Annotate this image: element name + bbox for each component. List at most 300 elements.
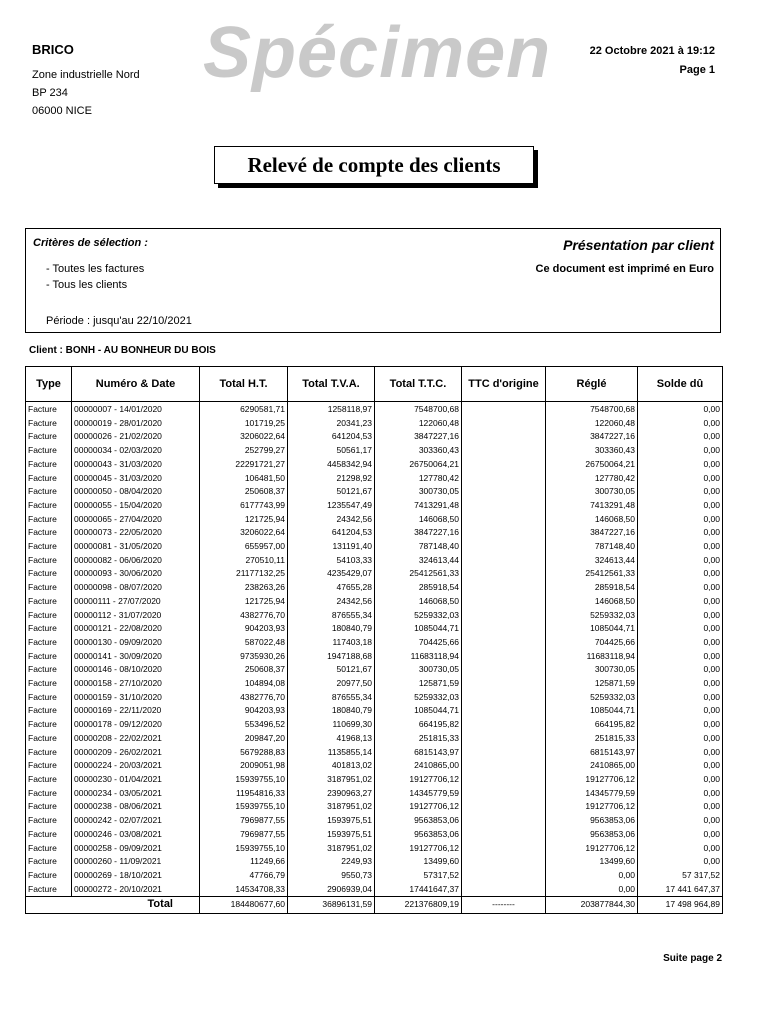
total-regle: 203877844,30 [546,897,638,914]
cell-number-date: 00000158 - 27/10/2020 [72,677,200,691]
column-header: Solde dû [638,367,723,402]
cell-total-tva: 1135855,14 [288,746,375,760]
table-row [26,704,723,718]
cell-ttc-origine [462,417,546,431]
print-date: 22 Octobre 2021 à 19:12 [589,45,715,57]
cell-solde: 0,00 [638,458,723,472]
cell-ttc-origine [462,581,546,595]
cell-total-ht: 121725,94 [200,595,288,609]
cell-total-ht: 904203,93 [200,704,288,718]
cell-type: Facture [26,855,72,869]
column-header: TTC d'origine [462,367,546,402]
cell-total-ht: 47766,79 [200,869,288,883]
cell-total-ht: 4382776,70 [200,691,288,705]
cell-total-ht: 4382776,70 [200,609,288,623]
cell-solde: 0,00 [638,718,723,732]
cell-number-date: 00000034 - 02/03/2020 [72,444,200,458]
cell-type: Facture [26,718,72,732]
cell-ttc-origine [462,855,546,869]
cell-regle: 146068,50 [546,595,638,609]
total-ht: 184480677,60 [200,897,288,914]
cell-total-ttc: 19127706,12 [375,842,462,856]
cell-solde: 0,00 [638,417,723,431]
column-header: Total T.T.C. [375,367,462,402]
cell-type: Facture [26,814,72,828]
cell-ttc-origine [462,842,546,856]
cell-total-ttc: 324613,44 [375,554,462,568]
cell-regle: 19127706,12 [546,842,638,856]
cell-ttc-origine [462,595,546,609]
cell-solde: 0,00 [638,855,723,869]
cell-solde: 0,00 [638,663,723,677]
cell-type: Facture [26,663,72,677]
cell-solde: 17 441 647,37 [638,883,723,897]
cell-total-ttc: 1085044,71 [375,622,462,636]
period: Période : jusqu'au 22/10/2021 [46,315,192,327]
cell-ttc-origine [462,499,546,513]
cell-number-date: 00000238 - 08/06/2021 [72,800,200,814]
cell-ttc-origine [462,458,546,472]
cell-total-ttc: 122060,48 [375,417,462,431]
cell-total-ht: 7969877,55 [200,814,288,828]
cell-type: Facture [26,800,72,814]
cell-type: Facture [26,828,72,842]
cell-total-ttc: 11683118,94 [375,650,462,664]
cell-ttc-origine [462,554,546,568]
address-line: Zone industrielle Nord [32,69,140,81]
cell-total-ht: 3206022,64 [200,430,288,444]
table-header-row [26,367,723,402]
cell-total-ttc: 5259332,03 [375,691,462,705]
cell-type: Facture [26,622,72,636]
table-row [26,622,723,636]
cell-ttc-origine [462,746,546,760]
cell-total-tva: 4235429,07 [288,567,375,581]
cell-total-ht: 106481,50 [200,472,288,486]
cell-total-ttc: 9563853,06 [375,828,462,842]
cell-total-tva: 21298,92 [288,472,375,486]
cell-total-tva: 24342,56 [288,513,375,527]
cell-total-tva: 3187951,02 [288,773,375,787]
cell-total-tva: 9550,73 [288,869,375,883]
cell-number-date: 00000209 - 26/02/2021 [72,746,200,760]
cell-regle: 7413291,48 [546,499,638,513]
cell-regle: 26750064,21 [546,458,638,472]
continuation-note: Suite page 2 [663,953,722,964]
cell-regle: 251815,33 [546,732,638,746]
cell-ttc-origine [462,787,546,801]
cell-ttc-origine [462,773,546,787]
company-name: BRICO [32,42,74,57]
table-row [26,718,723,732]
cell-total-ht: 252799,27 [200,444,288,458]
criteria-label: Critères de sélection : [33,237,148,249]
table-row [26,663,723,677]
cell-solde: 0,00 [638,526,723,540]
cell-total-ttc: 7413291,48 [375,499,462,513]
criteria-option: - Tous les clients [46,279,128,291]
cell-solde: 0,00 [638,773,723,787]
cell-total-ttc: 704425,66 [375,636,462,650]
cell-number-date: 00000111 - 27/07/2020 [72,595,200,609]
cell-type: Facture [26,595,72,609]
cell-number-date: 00000258 - 09/09/2021 [72,842,200,856]
cell-total-tva: 117403,18 [288,636,375,650]
cell-type: Facture [26,540,72,554]
total-solde: 17 498 964,89 [638,897,723,914]
total-label: Total [26,897,200,914]
cell-solde: 0,00 [638,622,723,636]
cell-type: Facture [26,704,72,718]
cell-total-ttc: 300730,05 [375,663,462,677]
cell-type: Facture [26,773,72,787]
address-line: BP 234 [32,87,68,99]
cell-regle: 2410865,00 [546,759,638,773]
cell-type: Facture [26,609,72,623]
cell-number-date: 00000130 - 09/09/2020 [72,636,200,650]
table-row [26,855,723,869]
cell-regle: 122060,48 [546,417,638,431]
cell-total-tva: 50561,17 [288,444,375,458]
cell-number-date: 00000098 - 08/07/2020 [72,581,200,595]
cell-total-tva: 401813,02 [288,759,375,773]
cell-type: Facture [26,458,72,472]
cell-total-ht: 15939755,10 [200,800,288,814]
cell-ttc-origine [462,609,546,623]
cell-number-date: 00000230 - 01/04/2021 [72,773,200,787]
cell-regle: 5259332,03 [546,691,638,705]
cell-type: Facture [26,526,72,540]
cell-solde: 0,00 [638,842,723,856]
cell-solde: 0,00 [638,540,723,554]
cell-ttc-origine [462,540,546,554]
cell-total-tva: 50121,67 [288,485,375,499]
cell-ttc-origine [462,444,546,458]
cell-total-ttc: 1085044,71 [375,704,462,718]
criteria-option: - Toutes les factures [46,263,145,275]
cell-type: Facture [26,402,72,417]
cell-ttc-origine [462,691,546,705]
table-row [26,513,723,527]
cell-total-ht: 238263,26 [200,581,288,595]
cell-ttc-origine [462,800,546,814]
cell-regle: 25412561,33 [546,567,638,581]
total-origine: -------- [462,897,546,914]
cell-number-date: 00000178 - 09/12/2020 [72,718,200,732]
cell-regle: 303360,43 [546,444,638,458]
table-body [26,402,723,897]
table-row [26,554,723,568]
cell-regle: 5259332,03 [546,609,638,623]
cell-solde: 0,00 [638,554,723,568]
cell-number-date: 00000082 - 06/06/2020 [72,554,200,568]
cell-ttc-origine [462,567,546,581]
cell-ttc-origine [462,526,546,540]
cell-ttc-origine [462,814,546,828]
table-row [26,650,723,664]
cell-total-tva: 876555,34 [288,691,375,705]
table-row [26,869,723,883]
cell-total-tva: 41968,13 [288,732,375,746]
table-row [26,499,723,513]
cell-total-ttc: 13499,60 [375,855,462,869]
cell-type: Facture [26,581,72,595]
cell-solde: 0,00 [638,787,723,801]
table-row [26,814,723,828]
cell-number-date: 00000169 - 22/11/2020 [72,704,200,718]
cell-total-ttc: 146068,50 [375,595,462,609]
cell-regle: 6815143,97 [546,746,638,760]
cell-ttc-origine [462,732,546,746]
cell-type: Facture [26,485,72,499]
cell-total-ttc: 146068,50 [375,513,462,527]
cell-total-ht: 21177132,25 [200,567,288,581]
cell-number-date: 00000269 - 18/10/2021 [72,869,200,883]
cell-total-ht: 2009051,98 [200,759,288,773]
cell-regle: 300730,05 [546,485,638,499]
cell-regle: 704425,66 [546,636,638,650]
cell-solde: 0,00 [638,609,723,623]
cell-number-date: 00000208 - 22/02/2021 [72,732,200,746]
table-row [26,444,723,458]
client-label: Client : BONH - AU BONHEUR DU BOIS [29,345,216,356]
table-row [26,636,723,650]
cell-total-ht: 587022,48 [200,636,288,650]
cell-total-ttc: 25412561,33 [375,567,462,581]
cell-type: Facture [26,869,72,883]
cell-solde: 0,00 [638,513,723,527]
cell-total-ht: 6177743,99 [200,499,288,513]
cell-solde: 0,00 [638,636,723,650]
cell-solde: 0,00 [638,746,723,760]
table-row [26,800,723,814]
cell-solde: 0,00 [638,444,723,458]
cell-solde: 0,00 [638,650,723,664]
cell-total-ttc: 664195,82 [375,718,462,732]
table-row [26,472,723,486]
cell-total-tva: 4458342,94 [288,458,375,472]
cell-total-tva: 1258118,97 [288,402,375,417]
cell-total-ttc: 251815,33 [375,732,462,746]
cell-solde: 0,00 [638,567,723,581]
cell-number-date: 00000055 - 15/04/2020 [72,499,200,513]
cell-number-date: 00000019 - 28/01/2020 [72,417,200,431]
cell-ttc-origine [462,430,546,444]
cell-regle: 9563853,06 [546,814,638,828]
cell-ttc-origine [462,828,546,842]
cell-solde: 0,00 [638,800,723,814]
cell-type: Facture [26,499,72,513]
cell-total-ttc: 26750064,21 [375,458,462,472]
cell-regle: 127780,42 [546,472,638,486]
cell-regle: 0,00 [546,883,638,897]
cell-total-ttc: 300730,05 [375,485,462,499]
table-row [26,458,723,472]
cell-total-ht: 104894,08 [200,677,288,691]
cell-regle: 285918,54 [546,581,638,595]
cell-solde: 0,00 [638,430,723,444]
cell-number-date: 00000234 - 03/05/2021 [72,787,200,801]
document-title: Relevé de compte des clients [214,146,534,184]
cell-regle: 19127706,12 [546,773,638,787]
cell-total-tva: 47655,28 [288,581,375,595]
cell-regle: 146068,50 [546,513,638,527]
table-row [26,567,723,581]
cell-total-ttc: 9563853,06 [375,814,462,828]
cell-number-date: 00000159 - 31/10/2020 [72,691,200,705]
cell-regle: 9563853,06 [546,828,638,842]
cell-total-ht: 250608,37 [200,485,288,499]
cell-total-ttc: 6815143,97 [375,746,462,760]
column-header: Numéro & Date [72,367,200,402]
cell-ttc-origine [462,718,546,732]
cell-total-ht: 5679288,83 [200,746,288,760]
cell-regle: 1085044,71 [546,704,638,718]
cell-number-date: 00000246 - 03/08/2021 [72,828,200,842]
presentation-label: Présentation par client [563,237,714,253]
cell-regle: 11683118,94 [546,650,638,664]
cell-number-date: 00000081 - 31/05/2020 [72,540,200,554]
table-row [26,430,723,444]
cell-ttc-origine [462,636,546,650]
table-row [26,581,723,595]
cell-total-ttc: 787148,40 [375,540,462,554]
table-row [26,417,723,431]
cell-ttc-origine [462,759,546,773]
cell-regle: 787148,40 [546,540,638,554]
column-header: Réglé [546,367,638,402]
cell-total-ht: 9735930,26 [200,650,288,664]
cell-ttc-origine [462,704,546,718]
cell-solde: 0,00 [638,485,723,499]
cell-ttc-origine [462,472,546,486]
cell-ttc-origine [462,663,546,677]
cell-total-tva: 180840,79 [288,704,375,718]
table-row [26,540,723,554]
cell-total-tva: 50121,67 [288,663,375,677]
cell-type: Facture [26,567,72,581]
cell-solde: 0,00 [638,472,723,486]
table-row [26,677,723,691]
cell-number-date: 00000073 - 22/05/2020 [72,526,200,540]
cell-total-ht: 250608,37 [200,663,288,677]
cell-type: Facture [26,444,72,458]
cell-total-ht: 270510,11 [200,554,288,568]
cell-solde: 57 317,52 [638,869,723,883]
cell-total-ht: 15939755,10 [200,842,288,856]
cell-total-ttc: 2410865,00 [375,759,462,773]
cell-total-tva: 3187951,02 [288,842,375,856]
cell-regle: 1085044,71 [546,622,638,636]
cell-total-ttc: 19127706,12 [375,800,462,814]
cell-total-ttc: 3847227,16 [375,430,462,444]
cell-total-tva: 3187951,02 [288,800,375,814]
cell-type: Facture [26,883,72,897]
cell-total-tva: 20977,50 [288,677,375,691]
cell-solde: 0,00 [638,828,723,842]
column-header: Type [26,367,72,402]
cell-number-date: 00000065 - 27/04/2020 [72,513,200,527]
cell-number-date: 00000093 - 30/06/2020 [72,567,200,581]
cell-ttc-origine [462,622,546,636]
cell-type: Facture [26,554,72,568]
column-header: Total H.T. [200,367,288,402]
table-row [26,402,723,417]
cell-type: Facture [26,472,72,486]
cell-regle: 14345779,59 [546,787,638,801]
cell-total-tva: 1593975,51 [288,814,375,828]
cell-solde: 0,00 [638,581,723,595]
cell-regle: 13499,60 [546,855,638,869]
cell-solde: 0,00 [638,759,723,773]
cell-solde: 0,00 [638,499,723,513]
cell-total-ttc: 5259332,03 [375,609,462,623]
cell-total-ht: 11954816,33 [200,787,288,801]
cell-type: Facture [26,417,72,431]
cell-regle: 300730,05 [546,663,638,677]
cell-total-tva: 110699,30 [288,718,375,732]
table-row [26,842,723,856]
cell-type: Facture [26,759,72,773]
cell-type: Facture [26,842,72,856]
cell-total-ttc: 303360,43 [375,444,462,458]
cell-type: Facture [26,691,72,705]
cell-total-ht: 904203,93 [200,622,288,636]
total-ttc: 221376809,19 [375,897,462,914]
cell-number-date: 00000146 - 08/10/2020 [72,663,200,677]
cell-total-tva: 641204,53 [288,430,375,444]
cell-regle: 324613,44 [546,554,638,568]
cell-total-ttc: 19127706,12 [375,773,462,787]
cell-total-tva: 2249,93 [288,855,375,869]
cell-regle: 3847227,16 [546,430,638,444]
cell-solde: 0,00 [638,677,723,691]
cell-type: Facture [26,746,72,760]
cell-total-ttc: 125871,59 [375,677,462,691]
cell-solde: 0,00 [638,704,723,718]
cell-total-ht: 15939755,10 [200,773,288,787]
cell-number-date: 00000141 - 30/09/2020 [72,650,200,664]
cell-ttc-origine [462,513,546,527]
cell-total-ht: 14534708,33 [200,883,288,897]
cell-ttc-origine [462,402,546,417]
cell-ttc-origine [462,485,546,499]
cell-total-ht: 101719,25 [200,417,288,431]
cell-total-ht: 655957,00 [200,540,288,554]
table-row [26,526,723,540]
table-row [26,691,723,705]
cell-solde: 0,00 [638,402,723,417]
cell-solde: 0,00 [638,732,723,746]
page-number: Page 1 [679,64,715,76]
cell-type: Facture [26,677,72,691]
table-row [26,773,723,787]
cell-number-date: 00000121 - 22/08/2020 [72,622,200,636]
cell-number-date: 00000242 - 02/07/2021 [72,814,200,828]
cell-total-ht: 11249,66 [200,855,288,869]
column-header: Total T.V.A. [288,367,375,402]
cell-number-date: 00000224 - 20/03/2021 [72,759,200,773]
cell-solde: 0,00 [638,814,723,828]
cell-total-tva: 1235547,49 [288,499,375,513]
cell-number-date: 00000050 - 08/04/2020 [72,485,200,499]
table-row [26,883,723,897]
table-row [26,595,723,609]
cell-total-ht: 7969877,55 [200,828,288,842]
address-line: 06000 NICE [32,105,92,117]
cell-total-tva: 24342,56 [288,595,375,609]
cell-total-ttc: 285918,54 [375,581,462,595]
